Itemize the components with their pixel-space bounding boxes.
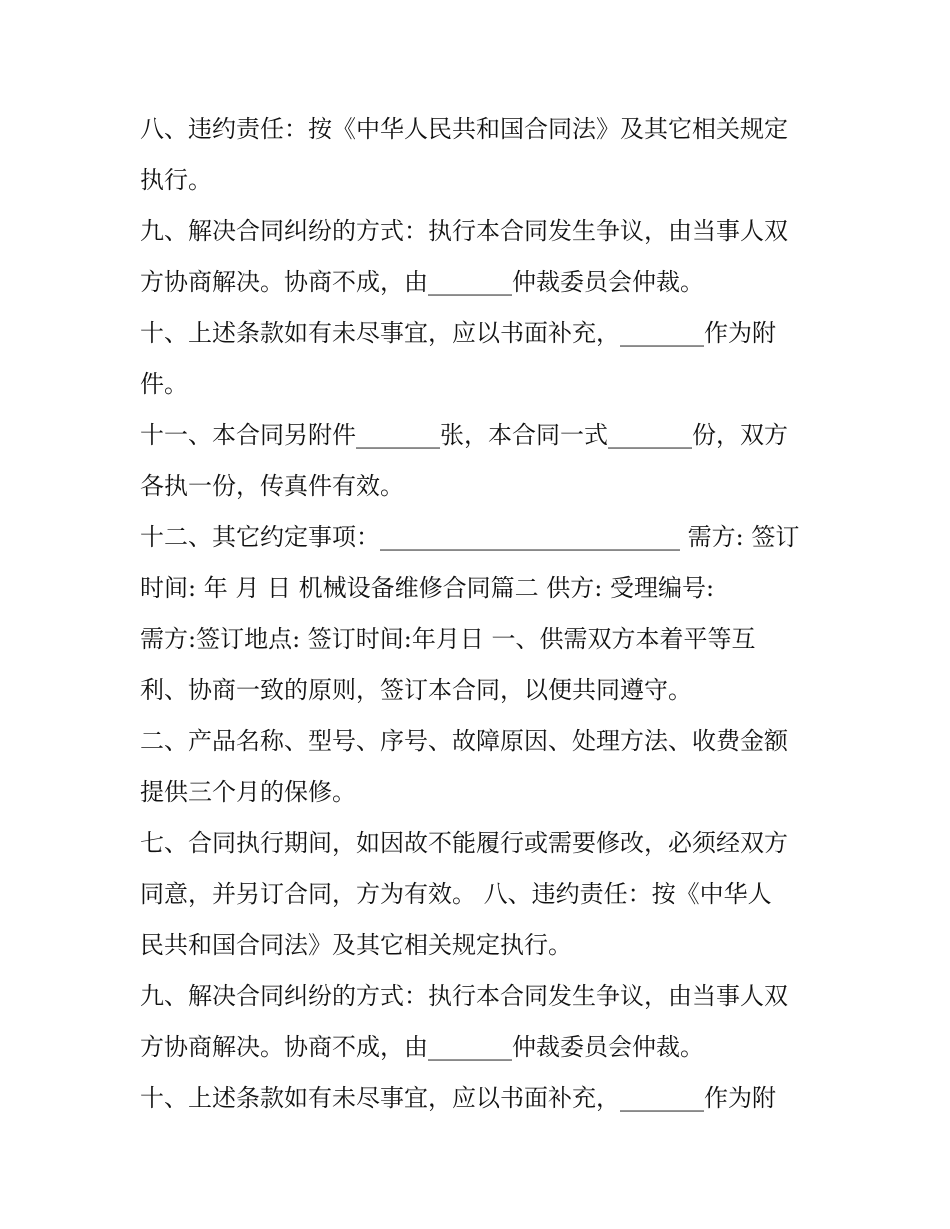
text-line: 七、合同执行期间，如因故不能履行或需要修改，必须经双方 bbox=[140, 829, 788, 857]
text-line: 方协商解决。协商不成，由_______仲裁委员会仲裁。 bbox=[140, 1033, 704, 1061]
text-line: 提供三个月的保修。 bbox=[140, 778, 356, 806]
text-line: 利、协商一致的原则，签订本合同，以便共同遵守。 bbox=[140, 676, 692, 704]
text-line: 十、上述条款如有未尽事宜，应以书面补充，_______作为附 bbox=[140, 319, 776, 347]
text-line: 执行。 bbox=[140, 166, 212, 194]
text-line: 同意，并另订合同，方为有效。 八、违约责任：按《中华人 bbox=[140, 880, 772, 908]
text-line: 十、上述条款如有未尽事宜，应以书面补充，_______作为附 bbox=[140, 1084, 776, 1112]
text-line: 需方:签订地点: 签订时间:年月日 一、供需双方本着平等互 bbox=[140, 625, 756, 653]
text-line: 时间: 年 月 日 机械设备维修合同篇二 供方: 受理编号: bbox=[140, 574, 715, 602]
text-line: 九、解决合同纠纷的方式：执行本合同发生争议，由当事人双 bbox=[140, 217, 788, 245]
text-line: 方协商解决。协商不成，由_______仲裁委员会仲裁。 bbox=[140, 268, 704, 296]
text-line: 十一、本合同另附件_______张，本合同一式_______份，双方 bbox=[140, 421, 788, 449]
document-body bbox=[140, 104, 820, 1124]
text-line: 九、解决合同纠纷的方式：执行本合同发生争议，由当事人双 bbox=[140, 982, 788, 1010]
text-line: 二、产品名称、型号、序号、故障原因、处理方法、收费金额 bbox=[140, 727, 788, 755]
text-line: 八、违约责任：按《中华人民共和国合同法》及其它相关规定 bbox=[140, 115, 788, 143]
text-line: 各执一份，传真件有效。 bbox=[140, 472, 404, 500]
text-line: 件。 bbox=[140, 370, 188, 398]
text-line: 十二、其它约定事项：_________________________ 需方: 签订 bbox=[140, 523, 800, 551]
text-line: 民共和国合同法》及其它相关规定执行。 bbox=[140, 931, 572, 959]
